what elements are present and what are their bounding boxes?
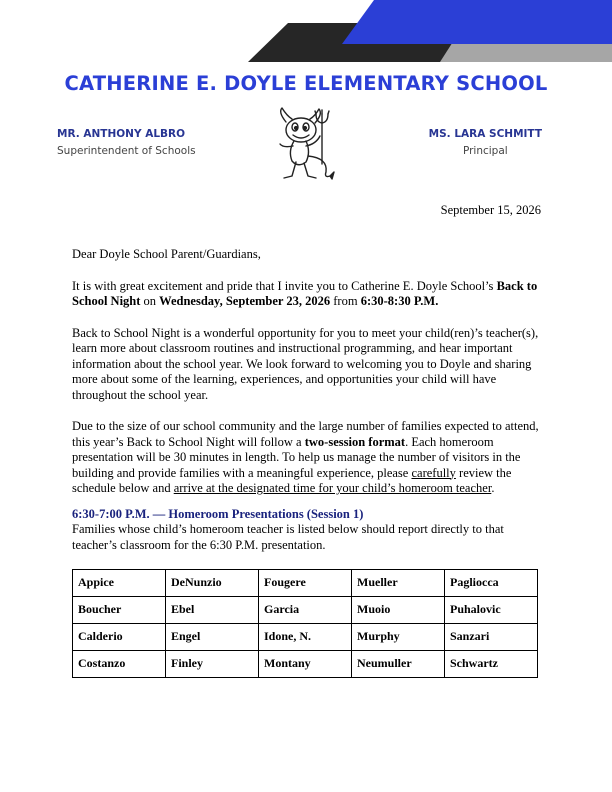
table-row [73, 624, 538, 651]
principal-block [429, 128, 542, 157]
teacher-cell: Fougere [259, 570, 352, 597]
banner-blue-stripe [342, 0, 612, 44]
principal-name: MS. LARA SCHMITT [428, 128, 542, 140]
teacher-cell: Schwartz [445, 651, 538, 678]
underlined-carefully: carefully [411, 465, 456, 480]
teacher-cell: Costanzo [73, 651, 166, 678]
teacher-cell: Montany [259, 651, 352, 678]
teacher-cell: Calderio [73, 624, 166, 651]
header-banner [0, 0, 612, 62]
superintendent-name: MR. ANTHONY ALBRO [57, 128, 186, 140]
teacher-cell: Boucher [73, 597, 166, 624]
teacher-cell: Muoio [352, 597, 445, 624]
banner-gray-stripe [436, 44, 612, 62]
teacher-cell: DeNunzio [166, 570, 259, 597]
paragraph-invitation [72, 279, 540, 310]
event-name: Back to School Night [72, 278, 538, 308]
format-text-1: Due to the size of our school community and the large number of families expected to attend, this year’s Back to School Night will follow a [72, 419, 539, 449]
teacher-cell: Engel [166, 624, 259, 651]
teacher-cell: Sanzari [445, 624, 538, 651]
salutation: Dear Doyle School Parent/Guardians, [72, 247, 261, 261]
event-time: 6:30-8:30 P.M. [360, 294, 439, 308]
school-name: CATHERINE E. DOYLE ELEMENTARY SCHOOL [64, 72, 548, 95]
teacher-cell: Mueller [352, 570, 445, 597]
letter-date: September 15, 2026 [440, 203, 541, 217]
principal-title: Principal [462, 145, 508, 157]
teacher-cell: Garcia [259, 597, 352, 624]
session-1-description: Families whose child’s homeroom teacher is listed below should report directly to that teacher’s classroom for the 6:30 P.M. presentation. [72, 522, 504, 552]
teacher-cell: Ebel [166, 597, 259, 624]
devil-mascot-logo [268, 106, 350, 186]
format-text-2: . Each homeroom presentation will be 30 minutes in length. To help us manage the number of visitors in the building and provide families with a meaningful experience, please [72, 434, 521, 480]
teacher-cell: Finley [166, 651, 259, 678]
letter-body [72, 247, 540, 678]
teacher-cell: Appice [73, 570, 166, 597]
session-1-teacher-table [72, 569, 538, 678]
session-1-heading: 6:30-7:00 P.M. — Homeroom Presentations (Session 1) [72, 506, 364, 521]
paragraph-format [72, 419, 540, 497]
superintendent-title: Superintendent of Schools [57, 145, 196, 157]
superintendent-block [57, 128, 196, 157]
teacher-cell: Murphy [352, 624, 445, 651]
underlined-arrive-instruction: arrive at the designated time for your child’s homeroom teacher [173, 481, 492, 495]
table-row [73, 597, 538, 624]
format-text-3: review the schedule below and [72, 465, 512, 495]
teacher-cell: Puhalovic [445, 597, 538, 624]
format-text-4: . [491, 481, 495, 495]
teacher-cell: Neumuller [352, 651, 445, 678]
invitation-text-1: It is with great excitement and pride that I invite you to Catherine E. Doyle School’s [72, 278, 497, 293]
table-row [73, 651, 538, 678]
format-name: two-session format [304, 434, 406, 449]
teacher-cell: Idone, N. [259, 624, 352, 651]
event-date: Wednesday, September 23, 2026 [159, 294, 331, 308]
invitation-text-3: from [330, 294, 361, 308]
paragraph-overview: Back to School Night is a wonderful opportunity for you to meet your child(ren)’s teacher(s), learn more about classroom routines and instructional programming, and hear important information about the school year. We look forward to welcoming you to Doyle and sharing more about some of the learning, experiences, and opportunities your child will have throughout the school year. [72, 325, 539, 402]
table-row [73, 570, 538, 597]
invitation-text-2: on [140, 294, 160, 308]
teacher-cell: Pagliocca [445, 570, 538, 597]
